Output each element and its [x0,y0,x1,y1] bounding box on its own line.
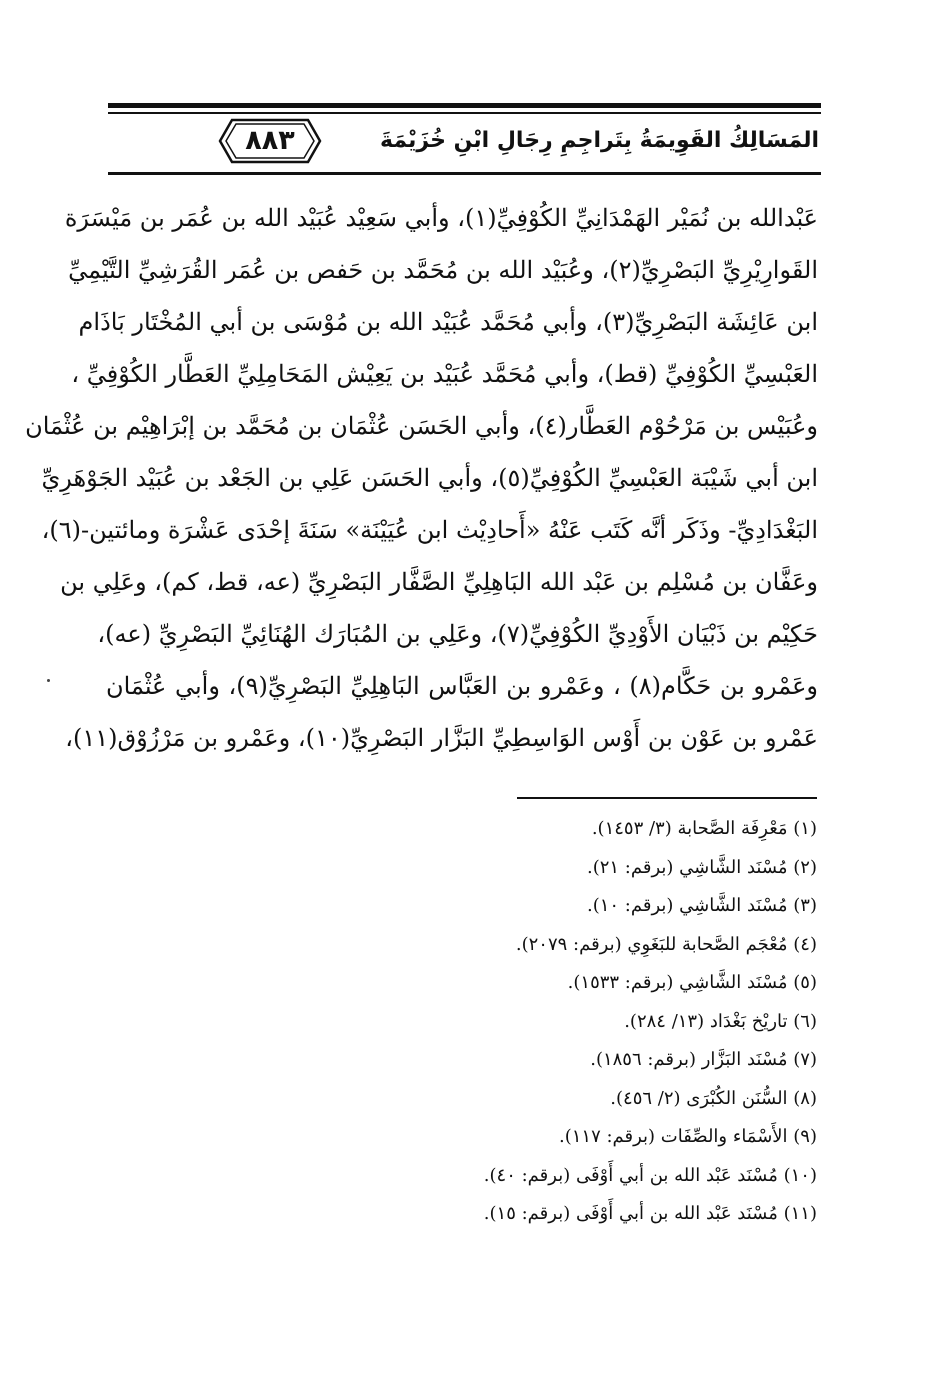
text-line: القَوارِيْرِيِّ البَصْرِيِّ(٢)، وعُبَيْد الله بن مُحَمَّد بن حَفص بن عُمَر القُرَشِيِّ التَّيْمِيِّ [68,256,818,284]
footnote: (٦) تاريْخ بَغْدَاد (١٣/ ٢٨٤). [624,1010,817,1032]
page-number: ٨٨٣ [245,125,295,156]
text-line: ابن أبي شَيْبَة العَبْسِيِّ الكُوْفِيِّ(٥)، وأبي الحَسَن عَلِي بن الجَعْد بن عُبَيْد الجَوْهَرِيِّ [41,464,818,492]
text-line: عَبْدالله بن نُمَيْر الهَمْدَانِيِّ الكُوْفِيِّ(١)، وأبي سَعِيْد عُبَيْد الله بن عُمَر بن مَيْسَرَة [64,204,818,232]
footnote: (١٠) مُسْنَد عَبْد الله بن أبي أَوْفَى (برقم: ٤٠). [483,1164,817,1186]
header-rule-bottom [108,172,821,175]
header-rule-thin [108,112,821,114]
footnote: (٥) مُسْنَد الشَّاشِي (برقم: ١٥٣٣). [567,972,817,993]
text-line: العَبْسِيِّ الكُوْفِيِّ (قط)، وأبي مُحَمَّد عُبَيْد بن يَعِيْش المَحَامِلِيِّ العَطَّار الكُوْفِيِّ ، [71,360,818,388]
text-line: وعَفَّان بن مُسْلِم بن عَبْد الله البَاهِلِيِّ الصَّفَّار البَصْرِيِّ (عه، قط، كم)، وعَلِي بن [60,568,818,596]
footnote: (٧) مُسْنَد البَزَّار (برقم: ١٨٥٦). [590,1049,817,1070]
main-text [25,192,819,764]
page-number-badge [218,118,322,164]
running-title: المَسَالِكُ القَوِيمَةُ بِتَراجِمِ رِجَالِ ابْنِ خُزَيْمَةَ [380,128,819,153]
text-line: ابن عَائِشَة البَصْرِيِّ(٣)، وأبي مُحَمَّد عُبَيْد الله بن مُوْسَى بن أبي المُخْتَار بَاذَام [78,308,818,336]
footnote-separator [517,797,817,799]
footnote: (٢) مُسْنَد الشَّاشِي (برقم: ٢١). [586,856,817,878]
text-line: البَغْدَادِيِّ- وذَكَر أنَّه كَتَب عَنْهُ «أَحادِيْث ابن عُيَيْنَة» سَنَةَ إحْدَى عَشْرَة ومائتين-(٦)، [41,516,818,544]
scan-speck [47,679,50,682]
text-line: عَمْرو بن عَوْن بن أَوْس الوَاسِطِيِّ البَزَّار البَصْرِيِّ(١٠)، وعَمْرو بن مَرْزُوْق(١١)، [65,724,818,752]
text-line: وعُبَيْس بن مَرْحُوْم العَطَّار(٤)، وأبي الحَسَن عُثْمَان بن مُحَمَّد بن إبْرَاهِيْم بن عُثْمَان [25,412,818,440]
footnote: (١١) مُسْنَد عَبْد الله بن أبي أَوْفَى (برقم: ١٥). [483,1203,817,1224]
text-line: حَكِيْم بن ذَبْيَان الأَوْدِيِّ الكُوْفِيِّ(٧)، وعَلِي بن المُبَارَك الهُنَائِيِّ البَصْرِيِّ (عه)، [97,620,818,648]
header-rule-thick [108,103,821,108]
text-line: وعَمْرو بن حَكَّام(٨) ، وعَمْرو بن العَبَّاس البَاهِلِيِّ البَصْرِيِّ(٩)، وأبي عُثْمَان [106,672,819,700]
footnote: (٤) مُعْجَم الصَّحابة للبَغَوِي (برقم: ٢٠٧٩). [515,933,817,955]
footnote: (٩) الأَسْمَاء والصِّفَات (برقم: ١١٧). [558,1126,817,1147]
footnote: (١) مَعْرِفَة الصَّحابة (٣/ ١٤٥٣). [591,818,817,839]
footnote: (٣) مُسْنَد الشَّاشِي (برقم: ١٠). [586,895,817,916]
footnotes-list [217,810,817,1234]
footnote: (٨) السُّنَن الكُبْرَى (٢/ ٤٥٦). [610,1087,817,1109]
